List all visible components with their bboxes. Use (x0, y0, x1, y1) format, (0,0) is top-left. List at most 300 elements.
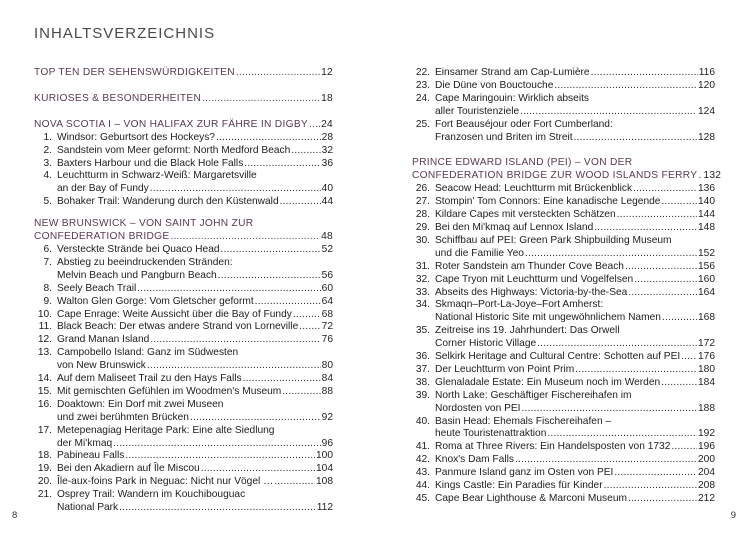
toc-entry-number: 31. (415, 260, 430, 272)
toc-entry-title: Seely Beach Trail (57, 282, 137, 294)
toc-entry-title: Cape Enrage: Weite Aussicht über die Bay of Fundy (57, 308, 292, 320)
toc-entry-title: Roma at Three Rivers: Ein Handelsposten von 1732 (435, 441, 671, 453)
toc-entry-line (412, 132, 715, 145)
toc-entry-number: 40. (415, 415, 430, 427)
dot-leader (274, 476, 315, 489)
toc-entry[interactable] (412, 467, 715, 480)
toc-entry-number: 11. (38, 321, 52, 333)
toc-section-label: TOP TEN DER SEHENSWÜRDIGKEITEN (34, 67, 235, 78)
toc-entry-number: 9. (43, 295, 52, 307)
toc-entry-title: und die Familie Yeo (435, 247, 524, 259)
dot-leader (150, 183, 321, 196)
toc-entry-line (34, 283, 333, 296)
toc-entry-line (412, 338, 715, 351)
toc-entry-title: Bei den Akadiern auf Île Miscou (57, 463, 200, 475)
page-title: INHALTSVERZEICHNIS (34, 25, 216, 42)
right-page-number: 9 (730, 510, 736, 521)
toc-section-label: CONFEDERATION BRIDGE (34, 231, 170, 243)
toc-entry-line (412, 106, 715, 119)
dot-leader (662, 312, 697, 325)
toc-entry-title: Nordosten von PEI (435, 402, 521, 414)
toc-entry-line (412, 403, 715, 416)
toc-section-label: KURIOSES & BESONDERHEITEN (34, 92, 202, 104)
dot-leader (125, 450, 315, 463)
dot-leader (119, 502, 316, 515)
toc-entry-title: Abseits des Highways: Victoria-by-the-Sea (435, 286, 628, 298)
toc-entry-title: Bohaker Trail: Wanderung durch den Küstenwald (57, 196, 279, 208)
dot-leader (671, 441, 697, 454)
dot-leader (137, 283, 320, 296)
toc-entry[interactable] (34, 309, 333, 322)
toc-page-number: 168 (698, 312, 715, 324)
toc-entry-line (412, 493, 715, 506)
toc-page-number: 184 (698, 376, 715, 388)
toc-entry-title: aller Touristenziele (435, 105, 520, 117)
toc-entry-number: 16. (37, 398, 52, 410)
toc-entry-line (34, 296, 333, 309)
toc-entry[interactable] (34, 244, 333, 257)
toc-entry[interactable] (412, 441, 715, 454)
toc-entry[interactable] (412, 377, 715, 390)
toc-entry-title: Sandstein vom Meer geformt: North Medford Beach (57, 144, 291, 156)
toc-entry[interactable] (34, 489, 333, 515)
toc-right-column (412, 67, 722, 506)
dot-leader (515, 454, 697, 467)
left-page-number: 8 (12, 510, 18, 521)
toc-entry-title: Melvin Beach und Pangburn Beach (57, 269, 217, 281)
dot-leader (150, 334, 320, 347)
toc-entry-line (412, 441, 715, 454)
toc-entry[interactable] (412, 93, 715, 119)
toc-entry-line (34, 270, 333, 283)
toc-entry[interactable] (34, 463, 333, 476)
toc-entry-line (412, 312, 715, 325)
toc-entry-line (34, 347, 333, 360)
toc-entry-number: 33. (415, 286, 430, 298)
toc-entry-number: 20. (37, 476, 52, 488)
dot-leader (625, 261, 697, 274)
toc-entry-line (34, 257, 333, 270)
toc-entry-title: Seacow Head: Leuchtturm mit Brückenblick (435, 183, 633, 195)
toc-entry-title: Roter Sandstein am Thunder Cove Beach (435, 260, 624, 272)
toc-entry-title: Corner Historic Village (435, 338, 537, 350)
toc-entry-line (34, 399, 333, 412)
toc-entry-title: Cape Bear Lighthouse & Marconi Museum (435, 493, 627, 504)
toc-section-heading[interactable] (34, 67, 333, 80)
toc-entry-line (412, 287, 715, 300)
toc-entry-title: Grand Manan Island (57, 334, 150, 346)
toc-entry-line (34, 463, 333, 476)
toc-page-number: 104 (316, 463, 333, 475)
toc-entry[interactable] (34, 321, 333, 334)
toc-entry-number: 7. (43, 256, 52, 268)
toc-entry-number: 14. (37, 373, 52, 385)
toc-page-number: 208 (698, 480, 715, 492)
toc-entry-line (412, 274, 715, 287)
toc-entry-line (34, 183, 333, 196)
toc-entry-line (34, 132, 333, 145)
toc-entry[interactable] (412, 274, 715, 287)
toc-section-heading[interactable] (412, 157, 722, 183)
toc-section-heading[interactable] (34, 93, 333, 106)
toc-entry-line (34, 170, 333, 183)
dot-leader (594, 222, 697, 235)
toc-entry-title: Mit gemischten Gefühlen im Woodmen's Museum (57, 385, 282, 397)
toc-entry-line (412, 364, 715, 377)
toc-entry-number: 15. (37, 385, 52, 397)
toc-page-number: 84 (321, 373, 333, 385)
dot-leader (293, 309, 321, 322)
dot-leader (170, 231, 320, 244)
toc-page-number: 116 (698, 67, 715, 78)
toc-entry-line (412, 67, 715, 80)
toc-page-number: 172 (698, 338, 715, 350)
toc-entry-line (34, 412, 333, 425)
toc-page-number: 148 (698, 221, 715, 233)
toc-entry-title: Zeitreise ins 19. Jahrhundert: Das Orwell (435, 325, 620, 337)
toc-entry[interactable] (412, 119, 715, 145)
toc-page-number: 88 (321, 385, 333, 397)
toc-entry[interactable] (34, 257, 333, 283)
toc-page-number: 56 (321, 269, 333, 281)
toc-entry-number: 44. (415, 480, 430, 492)
toc-entry-line (412, 183, 715, 196)
toc-entry-number: 25. (415, 118, 430, 130)
toc-entry[interactable] (34, 296, 333, 309)
toc-entry-line (412, 222, 715, 235)
toc-entry-number: 39. (415, 389, 430, 401)
toc-entry-title: Kildare Capes mit versteckten Schätzen (435, 209, 616, 221)
toc-entry-line (412, 196, 715, 209)
toc-page-number: 152 (698, 247, 715, 259)
toc-entry-line (34, 425, 333, 438)
toc-entry-line (34, 334, 333, 347)
toc-entry-title: Windsor: Geburtsort des Hockeys? (57, 131, 215, 143)
toc-entry-number: 23. (415, 79, 430, 91)
toc-entry-title: Franzosen und Briten im Streit (435, 131, 573, 143)
toc-page-number: 40 (321, 183, 333, 195)
dot-leader (190, 412, 321, 425)
toc-entry-line (412, 235, 715, 248)
toc-page-number: 204 (698, 467, 715, 479)
toc-entry-line (412, 377, 715, 390)
toc-entry-number: 8. (43, 282, 52, 294)
toc-entry-title: Versteckte Strände bei Quaco Head (57, 243, 220, 255)
toc-entry-line (34, 502, 333, 515)
dot-leader (634, 274, 697, 287)
toc-entry[interactable] (34, 334, 333, 347)
toc-entry-line (412, 119, 715, 132)
toc-page-number: 68 (321, 308, 333, 320)
toc-page-number: 72 (321, 321, 333, 333)
toc-entry[interactable] (34, 450, 333, 463)
toc-entry[interactable] (412, 67, 715, 80)
toc-entry[interactable] (34, 399, 333, 425)
toc-entry-title: Skmaqn–Port-La-Joye–Fort Amherst: (435, 299, 604, 311)
toc-entry-line (412, 416, 715, 429)
toc-entry[interactable] (34, 373, 333, 386)
toc-entry[interactable] (412, 183, 715, 196)
toc-page-number: 18 (321, 92, 333, 104)
toc-entry-title: Selkirk Heritage and Cultural Centre: Schotten auf PEI (435, 351, 681, 363)
toc-entry[interactable] (412, 196, 715, 209)
toc-entry[interactable] (34, 196, 333, 209)
toc-entry-number: 1. (43, 131, 52, 143)
toc-entry-number: 35. (415, 325, 430, 337)
toc-entry[interactable] (412, 454, 715, 467)
toc-entry-title: Baxters Harbour und die Black Hole Falls (57, 157, 244, 169)
toc-entry-line (34, 360, 333, 373)
toc-entry-line (412, 325, 715, 338)
dot-leader (202, 93, 320, 106)
toc-entry-number: 18. (37, 450, 52, 462)
toc-entry[interactable] (34, 476, 333, 489)
toc-entry-line (34, 450, 333, 463)
toc-page-number: 188 (698, 402, 715, 414)
toc-entry-line (412, 80, 715, 93)
toc-page-number: 156 (698, 260, 715, 272)
toc-entry-number: 36. (415, 351, 430, 363)
toc-entry[interactable] (34, 425, 333, 451)
toc-entry-number: 5. (43, 196, 52, 208)
toc-entry-title: Stompin' Tom Connors: Eine kanadische Legende (435, 196, 661, 208)
dot-leader (243, 373, 321, 386)
toc-entry-number: 21. (37, 489, 52, 501)
toc-entry[interactable] (34, 347, 333, 373)
dot-leader (244, 158, 320, 171)
toc-entry-number: 41. (415, 441, 430, 453)
dot-leader (628, 493, 697, 506)
dot-leader (537, 338, 697, 351)
toc-entry-title: Der Leuchtturm von Point Prim (435, 363, 575, 375)
toc-section-line (34, 218, 333, 231)
toc-entry-line (34, 489, 333, 502)
toc-entry-number: 2. (43, 144, 52, 156)
dot-leader (113, 438, 320, 451)
toc-entry[interactable] (412, 235, 715, 261)
toc-entry-title: Panmure Island ganz im Osten von PEI (435, 467, 614, 479)
toc-entry-title: National Park (57, 502, 119, 514)
toc-entry-line (412, 480, 715, 493)
toc-page-number: 36 (321, 157, 333, 169)
toc-entry-title: Glenaladale Estate: Ein Museum noch im Werden (435, 376, 661, 388)
toc-entry-title: Bei den Mi'kmaq auf Lennox Island (435, 221, 594, 233)
toc-page-number: 212 (698, 493, 715, 504)
toc-entry-title: Doaktown: Ein Dorf mit zwei Museen (57, 398, 224, 410)
toc-entry-line (412, 428, 715, 441)
toc-page-number: 92 (321, 411, 333, 423)
toc-entry-line (412, 261, 715, 274)
dot-leader (299, 321, 320, 334)
toc-section-label: PRINCE EDWARD ISLAND (PEI) – VON DER (412, 157, 633, 169)
toc-entry[interactable] (412, 222, 715, 235)
dot-leader (681, 351, 697, 364)
toc-entry-line (412, 351, 715, 364)
toc-entry[interactable] (412, 325, 715, 351)
toc-entry-title: Cape Maringouin: Wirklich abseits (435, 92, 590, 104)
dot-leader (282, 386, 320, 399)
toc-page-number: 100 (316, 450, 333, 462)
toc-entry-title: Knox's Dam Falls (435, 454, 514, 466)
toc-entry-line (412, 209, 715, 222)
dot-leader (661, 196, 697, 209)
dot-leader (522, 403, 697, 416)
toc-section-line (34, 119, 333, 132)
dot-leader (661, 377, 697, 390)
toc-page-number: 44 (321, 196, 333, 208)
toc-page-number: 140 (698, 196, 715, 208)
toc-section-line (412, 157, 715, 170)
toc-page-number: 196 (698, 441, 715, 453)
toc-section-heading[interactable] (34, 218, 333, 244)
toc-entry-line (34, 386, 333, 399)
toc-section-line (34, 231, 333, 244)
toc-entry[interactable] (412, 261, 715, 274)
toc-entry-title: Kings Castle: Ein Paradies für Kinder (435, 480, 603, 492)
toc-entry-line (412, 93, 715, 106)
toc-entry-title: North Lake: Geschäftiger Fischereihafen im (435, 389, 632, 401)
dot-leader (236, 67, 320, 80)
toc-left-column (34, 67, 333, 515)
toc-entry[interactable] (412, 480, 715, 493)
toc-page-number: 112 (316, 502, 333, 514)
toc-entry-line (412, 390, 715, 403)
toc-entry-title: Metepenagiag Heritage Park: Eine alte Siedlung (57, 424, 275, 436)
toc-page-number: 144 (698, 209, 715, 221)
dot-leader (525, 248, 697, 261)
toc-entry[interactable] (34, 132, 333, 145)
dot-leader (604, 480, 697, 493)
toc-entry-title: Walton Glen Gorge: Vom Gletscher geformt (57, 295, 254, 307)
dot-leader (291, 145, 320, 158)
toc-entry-number: 19. (37, 463, 52, 475)
toc-entry-title: Leuchtturm in Schwarz-Weiß: Margaretsville (57, 170, 257, 182)
toc-entry-title: Basin Head: Ehemals Fischereihafen – (435, 415, 612, 427)
toc-page-number: 96 (321, 437, 333, 449)
toc-entry-number: 24. (415, 92, 430, 104)
toc-entry[interactable] (412, 209, 715, 222)
toc-entry[interactable] (34, 386, 333, 399)
dot-leader (614, 467, 697, 480)
toc-page-number: 12 (321, 67, 333, 78)
toc-entry-line (34, 309, 333, 322)
toc-entry-line (34, 438, 333, 451)
toc-page-number: 200 (698, 454, 715, 466)
toc-entry-title: Cape Tryon mit Leuchtturm und Vogelfelsen (435, 273, 634, 285)
toc-entry[interactable] (412, 351, 715, 364)
toc-section-label: NOVA SCOTIA I – VON HALIFAX ZUR FÄHRE IN DIGBY (34, 118, 309, 130)
toc-entry-title: Fort Beauséjour oder Fort Cumberland: (435, 118, 613, 130)
toc-entry-line (34, 196, 333, 209)
toc-entry-number: 28. (415, 209, 430, 221)
toc-entry-number: 27. (415, 196, 430, 208)
toc-entry-line (34, 244, 333, 257)
toc-entry-number: 10. (37, 308, 52, 320)
toc-page-number: 136 (698, 183, 715, 195)
toc-entry[interactable] (34, 283, 333, 296)
toc-page-number: 32 (321, 144, 333, 156)
toc-entry[interactable] (412, 80, 715, 93)
toc-section-label: CONFEDERATION BRIDGE ZUR WOOD ISLANDS FERRY (412, 170, 698, 182)
toc-entry-number: 42. (415, 454, 430, 466)
toc-entry-title: Die Düne von Bouctouche (435, 79, 554, 91)
toc-entry[interactable] (412, 390, 715, 416)
toc-entry-number: 29. (415, 221, 430, 233)
toc-entry-line (412, 454, 715, 467)
toc-section-line (412, 170, 722, 183)
toc-page-number: 52 (321, 243, 333, 255)
toc-entry[interactable] (34, 158, 333, 171)
toc-entry-title: National Historic Site mit ungewöhnlichem Namen (435, 312, 661, 324)
toc-entry-line (412, 299, 715, 312)
toc-page-number: 76 (321, 334, 333, 346)
dot-leader (575, 364, 697, 377)
toc-page-number: 60 (321, 282, 333, 294)
dot-leader (628, 287, 697, 300)
toc-entry-title: Einsamer Strand am Cap-Lumière (435, 67, 590, 78)
toc-section-heading[interactable] (34, 119, 333, 132)
toc-entry-title: Schiffbau auf PEI: Green Park Shipbuilding Museum (435, 234, 672, 246)
toc-entry-title: von New Brunswick (57, 360, 146, 372)
toc-entry[interactable] (412, 416, 715, 442)
toc-entry-title: Pabineau Falls (57, 450, 125, 462)
dot-leader (309, 119, 320, 132)
toc-entry-title: heute Touristenattraktion (435, 428, 547, 440)
toc-entry-number: 37. (415, 363, 430, 375)
toc-entry-number: 4. (43, 170, 52, 182)
toc-entry[interactable] (412, 364, 715, 377)
toc-page-number: 128 (698, 131, 715, 143)
toc-entry[interactable] (412, 493, 715, 506)
dot-leader (147, 360, 321, 373)
toc-entry-number: 45. (415, 493, 430, 504)
toc-page-number: 192 (698, 428, 715, 440)
toc-entry-number: 6. (43, 243, 52, 255)
toc-entry-number: 3. (43, 157, 52, 169)
toc-entry-line (34, 145, 333, 158)
toc-entry-number: 12. (37, 334, 52, 346)
toc-section-line (34, 67, 333, 80)
toc-entry-line (34, 321, 333, 334)
dot-leader (201, 463, 315, 476)
toc-entry[interactable] (412, 299, 715, 325)
toc-entry[interactable] (412, 287, 715, 300)
dot-leader (520, 106, 697, 119)
toc-entry-title: Auf dem Maliseet Trail zu den Hays Falls (57, 373, 242, 385)
toc-entry-title: Campobello Island: Ganz im Südwesten (57, 347, 239, 359)
toc-entry-line (34, 158, 333, 171)
toc-entry-number: 32. (415, 273, 430, 285)
toc-entry-number: 30. (415, 234, 430, 246)
toc-entry-line (34, 476, 333, 489)
toc-entry-line (34, 373, 333, 386)
dot-leader (574, 132, 697, 145)
toc-entry-title: der Mi'kmaq (57, 437, 113, 449)
dot-leader (547, 428, 697, 441)
toc-page-number: 120 (698, 79, 715, 91)
toc-page-number: 80 (321, 360, 333, 372)
toc-page-number: 108 (316, 476, 333, 488)
toc-page-number: 124 (698, 105, 715, 117)
dot-leader (255, 296, 321, 309)
dot-leader (221, 244, 321, 257)
toc-entry-number: 17. (37, 424, 52, 436)
toc-entry-title: Abstieg zu beeindruckenden Stränden: (57, 256, 233, 268)
toc-entry-title: Black Beach: Der etwas andere Strand von Lorneville (57, 321, 299, 333)
toc-entry[interactable] (34, 170, 333, 196)
toc-entry[interactable] (34, 145, 333, 158)
toc-entry-number: 43. (415, 467, 430, 479)
